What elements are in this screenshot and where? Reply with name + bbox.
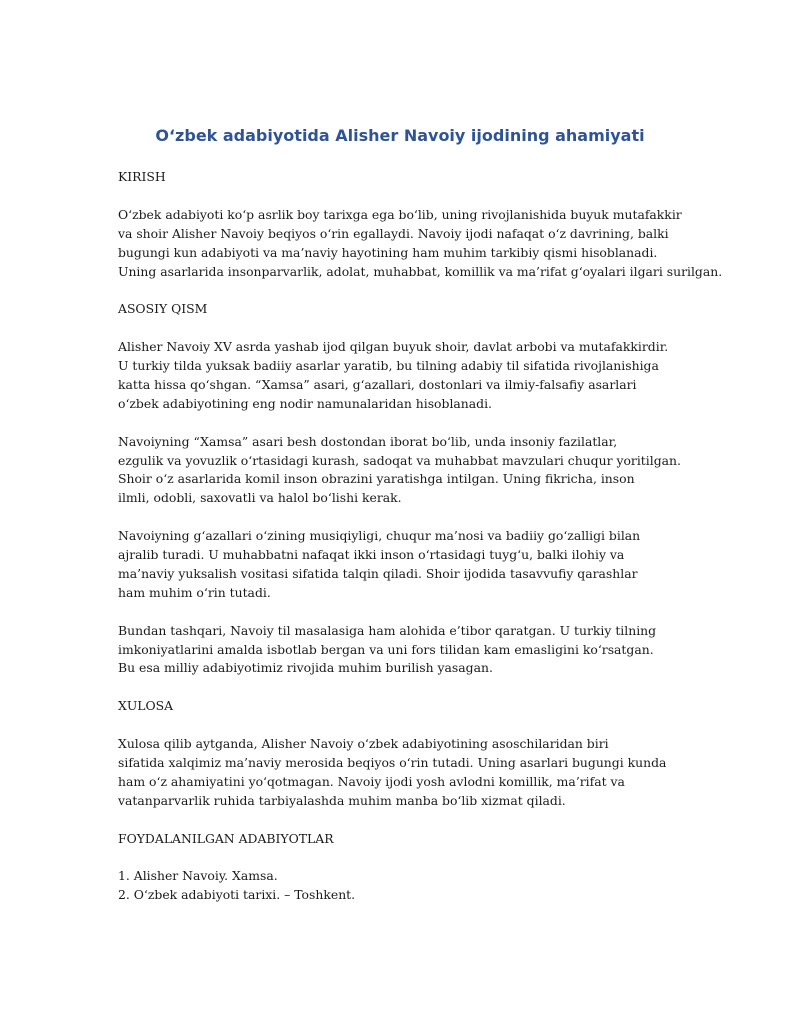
text-line: Navoiyning g‘azallari o‘zining musiqiyligi, chuqur ma’nosi va badiiy go‘zalligi bilan [118,528,641,544]
document-body [118,168,758,905]
section-heading-kirish: KIRISH [118,169,166,184]
text-line: O‘zbek adabiyoti ko‘p asrlik boy tarixga ega bo‘lib, uning rivojlanishida buyuk mutafakkir [118,206,682,222]
paragraph-xulosa-1 [118,735,758,811]
paragraph-kirish-1 [118,206,758,282]
reference-item: 2. O‘zbek adabiyoti tarixi. – Toshkent. [118,887,356,903]
text-line: Navoiyning “Xamsa” asari besh dostondan iborat bo‘lib, unda insoniy fazilatlar, [118,433,618,449]
text-line: o‘zbek adabiyotining eng nodir namunalaridan hisoblanadi. [118,395,492,411]
section-heading-xulosa: XULOSA [118,698,174,714]
text-line: vatanparvarlik ruhida tarbiyalashda muhim manba bo‘lib xizmat qiladi. [118,792,566,808]
text-line: katta hissa qo‘shgan. “Xamsa” asari, g‘azallari, dostonlari va ilmiy-falsafiy asarlari [118,376,637,392]
section-heading-asosiy-qism: ASOSIY QISM [118,301,208,317]
text-line: ajralib turadi. U muhabbatni nafaqat ikki inson o‘rtasidagi tuyg‘u, balki ilohiy va [118,547,625,563]
text-line: Bundan tashqari, Navoiy til masalasiga ham alohida e’tibor qaratgan. U turkiy tilning [118,622,657,638]
paragraph-asosiy-3 [118,527,758,603]
text-line: ham o‘z ahamiyatini yo‘qotmagan. Navoiy ijodi yosh avlodni komillik, ma’rifat va [118,773,625,789]
paragraph-asosiy-1 [118,338,758,414]
text-line: Bu esa milliy adabiyotimiz rivojida muhim burilish yasagan. [118,660,493,676]
text-line: ezgulik va yovuzlik o‘rtasidagi kurash, sadoqat va muhabbat mavzulari chuqur yoritilgan. [118,452,681,468]
text-line: ham muhim o‘rin tutadi. [118,584,271,600]
reference-item: 1. Alisher Navoiy. Xamsa. [118,868,278,884]
references-list [118,867,758,905]
text-line: ma’naviy yuksalish vositasi sifatida talqin qiladi. Shoir ijodida tasavvufiy qarashlar [118,565,638,581]
text-line: U turkiy tilda yuksak badiiy asarlar yaratib, bu tilning adabiy til sifatida rivojlanishiga [118,358,659,374]
text-line: Shoir o‘z asarlarida komil inson obrazini yaratishga intilgan. Uning fikricha, inson [118,471,635,487]
text-line: Alisher Navoiy XV asrda yashab ijod qilgan buyuk shoir, davlat arbobi va mutafakkirdir. [118,339,669,355]
text-line: Xulosa qilib aytganda, Alisher Navoiy o‘zbek adabiyotining asoschilaridan biri [118,736,609,752]
text-line: va shoir Alisher Navoiy beqiyos o‘rin egallaydi. Navoiy ijodi nafaqat o‘z davrining, balki [118,225,669,241]
text-line: ilmli, odobli, saxovatli va halol bo‘lishi kerak. [118,490,402,506]
paragraph-asosiy-4 [118,622,758,679]
text-line: sifatida xalqimiz ma’naviy merosida beqiyos o‘rin tutadi. Uning asarlari bugungi kunda [118,754,667,770]
document-title: O‘zbek adabiyotida Alisher Navoiy ijodining ahamiyati [155,126,645,145]
section-heading-adabiyotlar: FOYDALANILGAN ADABIYOTLAR [118,830,334,846]
text-line: bugungi kun adabiyoti va ma’naviy hayotining ham muhim tarkibiy qismi hisoblanadi. [118,244,658,260]
paragraph-asosiy-2 [118,433,758,509]
text-line: Uning asarlarida insonparvarlik, adolat, muhabbat, komillik va ma’rifat g‘oyalari ilgari surilgan. [118,263,723,279]
text-line: imkoniyatlarini amalda isbotlab bergan va uni fors tilidan kam emasligini ko‘rsatgan. [118,641,654,657]
